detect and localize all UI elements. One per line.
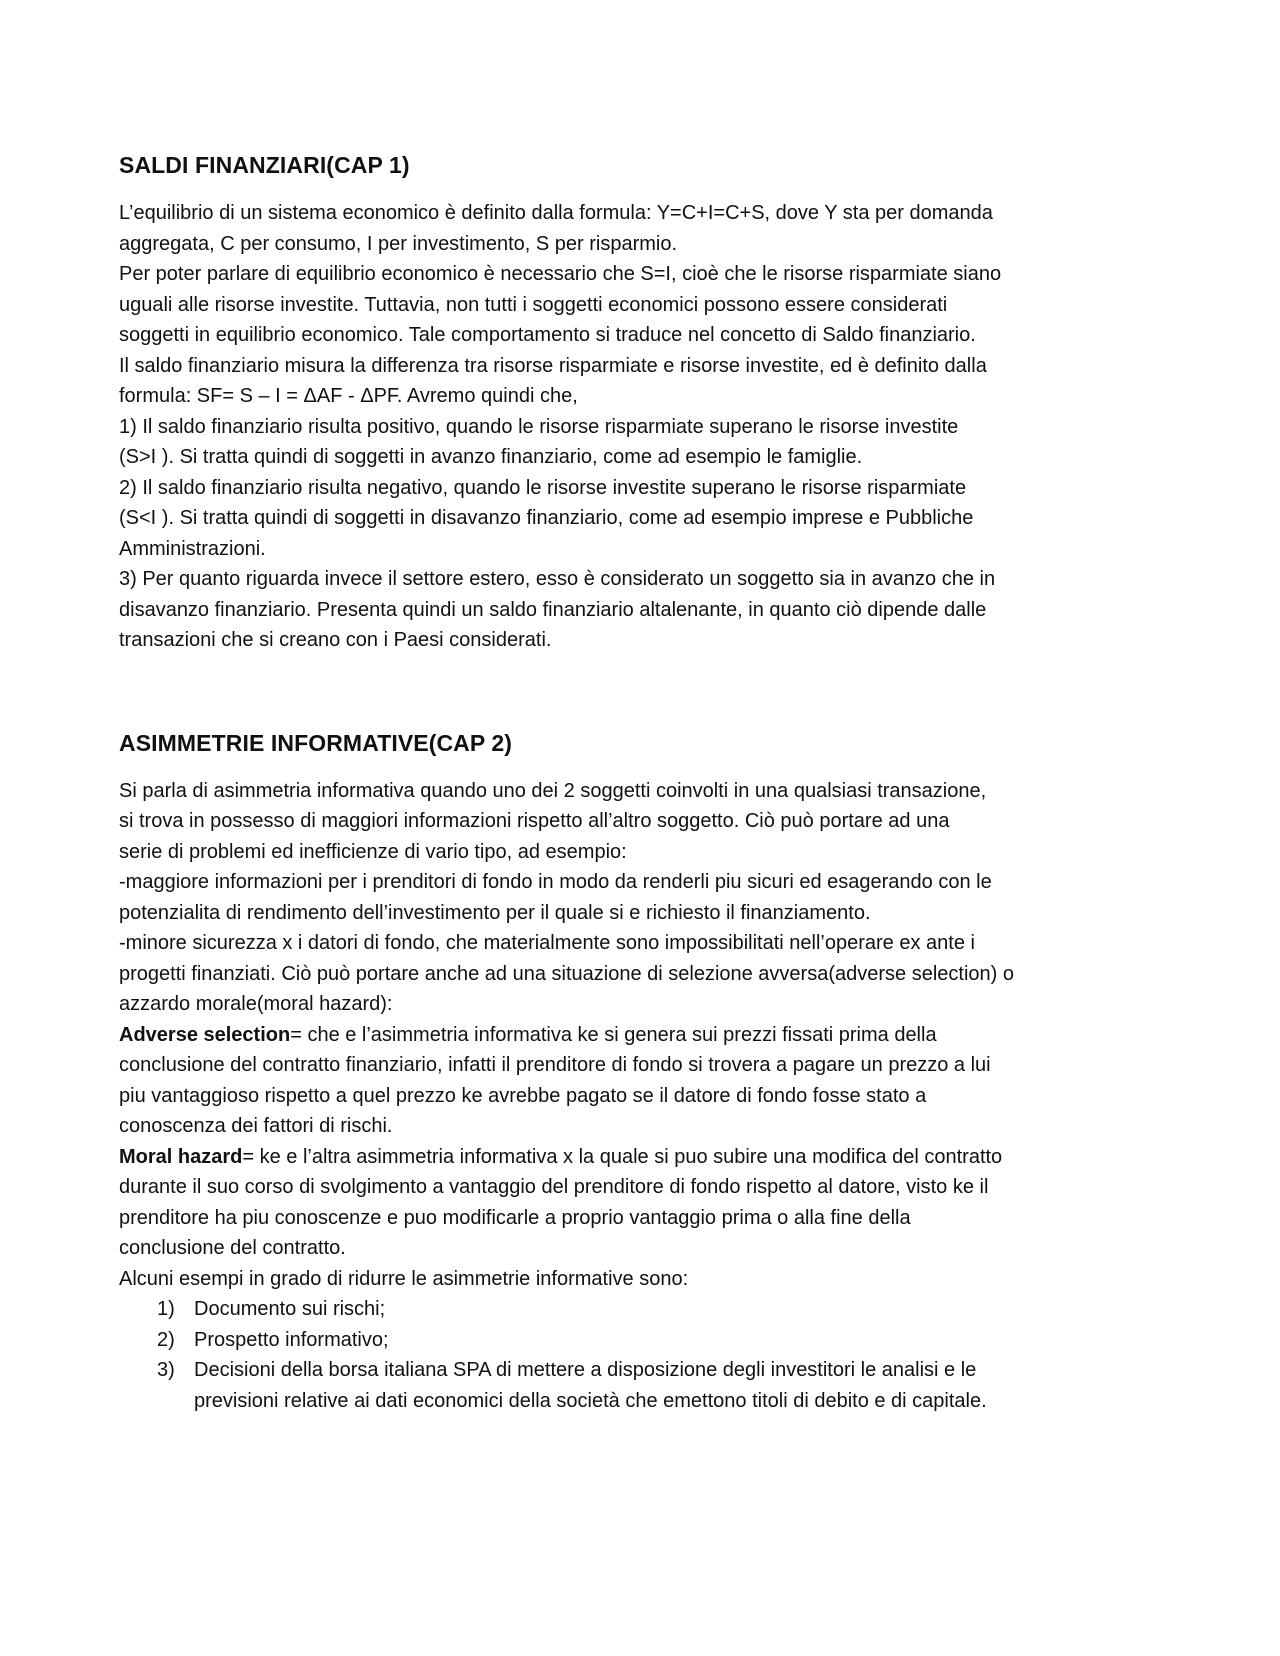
text-line: disavanzo finanziario. Presenta quindi un saldo finanziario altalenante, in quanto ciò dipende dalle (119, 598, 987, 621)
examples-list (119, 1294, 1179, 1416)
text-line: Il saldo finanziario misura la differenza tra risorse risparmiate e risorse investite, ed è definito dalla (119, 354, 987, 377)
list-item (119, 1355, 1179, 1386)
list-item-text: Documento sui rischi; (194, 1298, 386, 1320)
document-page (119, 148, 1179, 1416)
list-item-text: previsioni relative ai dati economici della società che emettono titoli di debito e di capitale. (194, 1389, 987, 1412)
section-asimmetrie-informative (119, 726, 1179, 1417)
text-line: durante il suo corso di svolgimento a vantaggio del prenditore di fondo rispetto al datore, visto ke il (119, 1176, 989, 1198)
text-line: si trova in possesso di maggiori informazioni rispetto all’altro soggetto. Ciò può portare ad una (119, 810, 950, 832)
adverse-selection-term: Adverse selection (119, 1023, 291, 1046)
text-line: Si parla di asimmetria informativa quando uno dei 2 soggetti coinvolti in una qualsiasi transazione, (119, 779, 987, 802)
section-saldi-finanziari (119, 148, 1179, 656)
text-line: conclusione del contratto. (119, 1237, 346, 1259)
text-line: conclusione del contratto finanziario, infatti il prenditore di fondo si trovera a pagare un prezzo a lui (119, 1054, 991, 1076)
text-line: 2) Il saldo finanziario risulta negativo, quando le risorse investite superano le risorse risparmiate (119, 476, 967, 499)
list-item (119, 1294, 1179, 1325)
text-line: aggregata, C per consumo, I per investimento, S per risparmio. (119, 232, 678, 255)
text-line: 3) Per quanto riguarda invece il settore estero, esso è considerato un soggetto sia in avanzo che in (119, 568, 996, 590)
text-line: (S<I ). Si tratta quindi di soggetti in disavanzo finanziario, come ad esempio imprese e Pubbliche (119, 507, 974, 529)
text-line: potenzialita di rendimento dell’investimento per il quale si e richiesto il finanziamento. (119, 901, 871, 924)
section-title: ASIMMETRIE INFORMATIVE(CAP 2) (119, 729, 513, 756)
list-item-text: Prospetto informativo; (194, 1328, 389, 1351)
text-line: soggetti in equilibrio economico. Tale comportamento si traduce nel concetto di Saldo finanziario. (119, 324, 976, 346)
list-item-continuation (119, 1386, 1179, 1417)
text-line: azzardo morale(moral hazard): (119, 993, 393, 1015)
text-line: -minore sicurezza x i datori di fondo, che materialmente sono impossibilitati nell’operare ex ante i (119, 932, 975, 954)
list-item-text: Decisioni della borsa italiana SPA di mettere a disposizione degli investitori le analisi e le (194, 1359, 977, 1381)
text-line: transazioni che si creano con i Paesi considerati. (119, 629, 552, 651)
section-title: SALDI FINANZIARI(CAP 1) (119, 152, 410, 178)
text-line: uguali alle risorse investite. Tuttavia, non tutti i soggetti economici possono essere considerati (119, 293, 948, 316)
list-number: 2) (157, 1328, 175, 1351)
text-line: Per poter parlare di equilibrio economico è necessario che S=I, cioè che le risorse risparmiate siano (119, 263, 1002, 285)
text-line: formula: SF= S – I = ΔAF - ΔPF. Avremo quindi che, (119, 385, 578, 407)
list-item (119, 1325, 1179, 1356)
text-line: 1) Il saldo finanziario risulta positivo, quando le risorse risparmiate superano le risorse investite (119, 415, 959, 438)
moral-hazard-definition (119, 1142, 1179, 1173)
adverse-selection-definition (119, 1020, 1179, 1051)
section-body (119, 776, 1179, 1417)
section-body (119, 198, 1179, 656)
text-line: piu vantaggioso rispetto a quel prezzo ke avrebbe pagato se il datore di fondo fosse stato a (119, 1084, 927, 1107)
examples-intro: Alcuni esempi in grado di ridurre le asimmetrie informative sono: (119, 1267, 689, 1290)
text-fragment: = che e l’asimmetria informativa ke si genera sui prezzi fissati prima della (290, 1023, 937, 1046)
text-line: (S>I ). Si tratta quindi di soggetti in avanzo finanziario, come ad esempio le famiglie. (119, 446, 863, 468)
text-line: -maggiore informazioni per i prenditori di fondo in modo da renderli piu sicuri ed esagerando con le (119, 871, 992, 893)
moral-hazard-term: Moral hazard (119, 1145, 243, 1168)
text-line: conoscenza dei fattori di rischi. (119, 1115, 393, 1137)
text-fragment: = ke e l’altra asimmetria informativa x la quale si puo subire una modifica del contratto (242, 1145, 1003, 1168)
text-line: prenditore ha piu conoscenze e puo modificarle a proprio vantaggio prima o alla fine della (119, 1206, 911, 1229)
text-line: serie di problemi ed inefficienze di vario tipo, ad esempio: (119, 840, 627, 863)
text-line: Amministrazioni. (119, 537, 266, 560)
list-number: 3) (157, 1359, 175, 1381)
text-line: L’equilibrio di un sistema economico è definito dalla formula: Y=C+I=C+S, dove Y sta per domanda (119, 202, 993, 224)
text-line: progetti finanziati. Ciò può portare anche ad una situazione di selezione avversa(adverse selection) o (119, 962, 1014, 985)
list-number: 1) (157, 1298, 175, 1320)
